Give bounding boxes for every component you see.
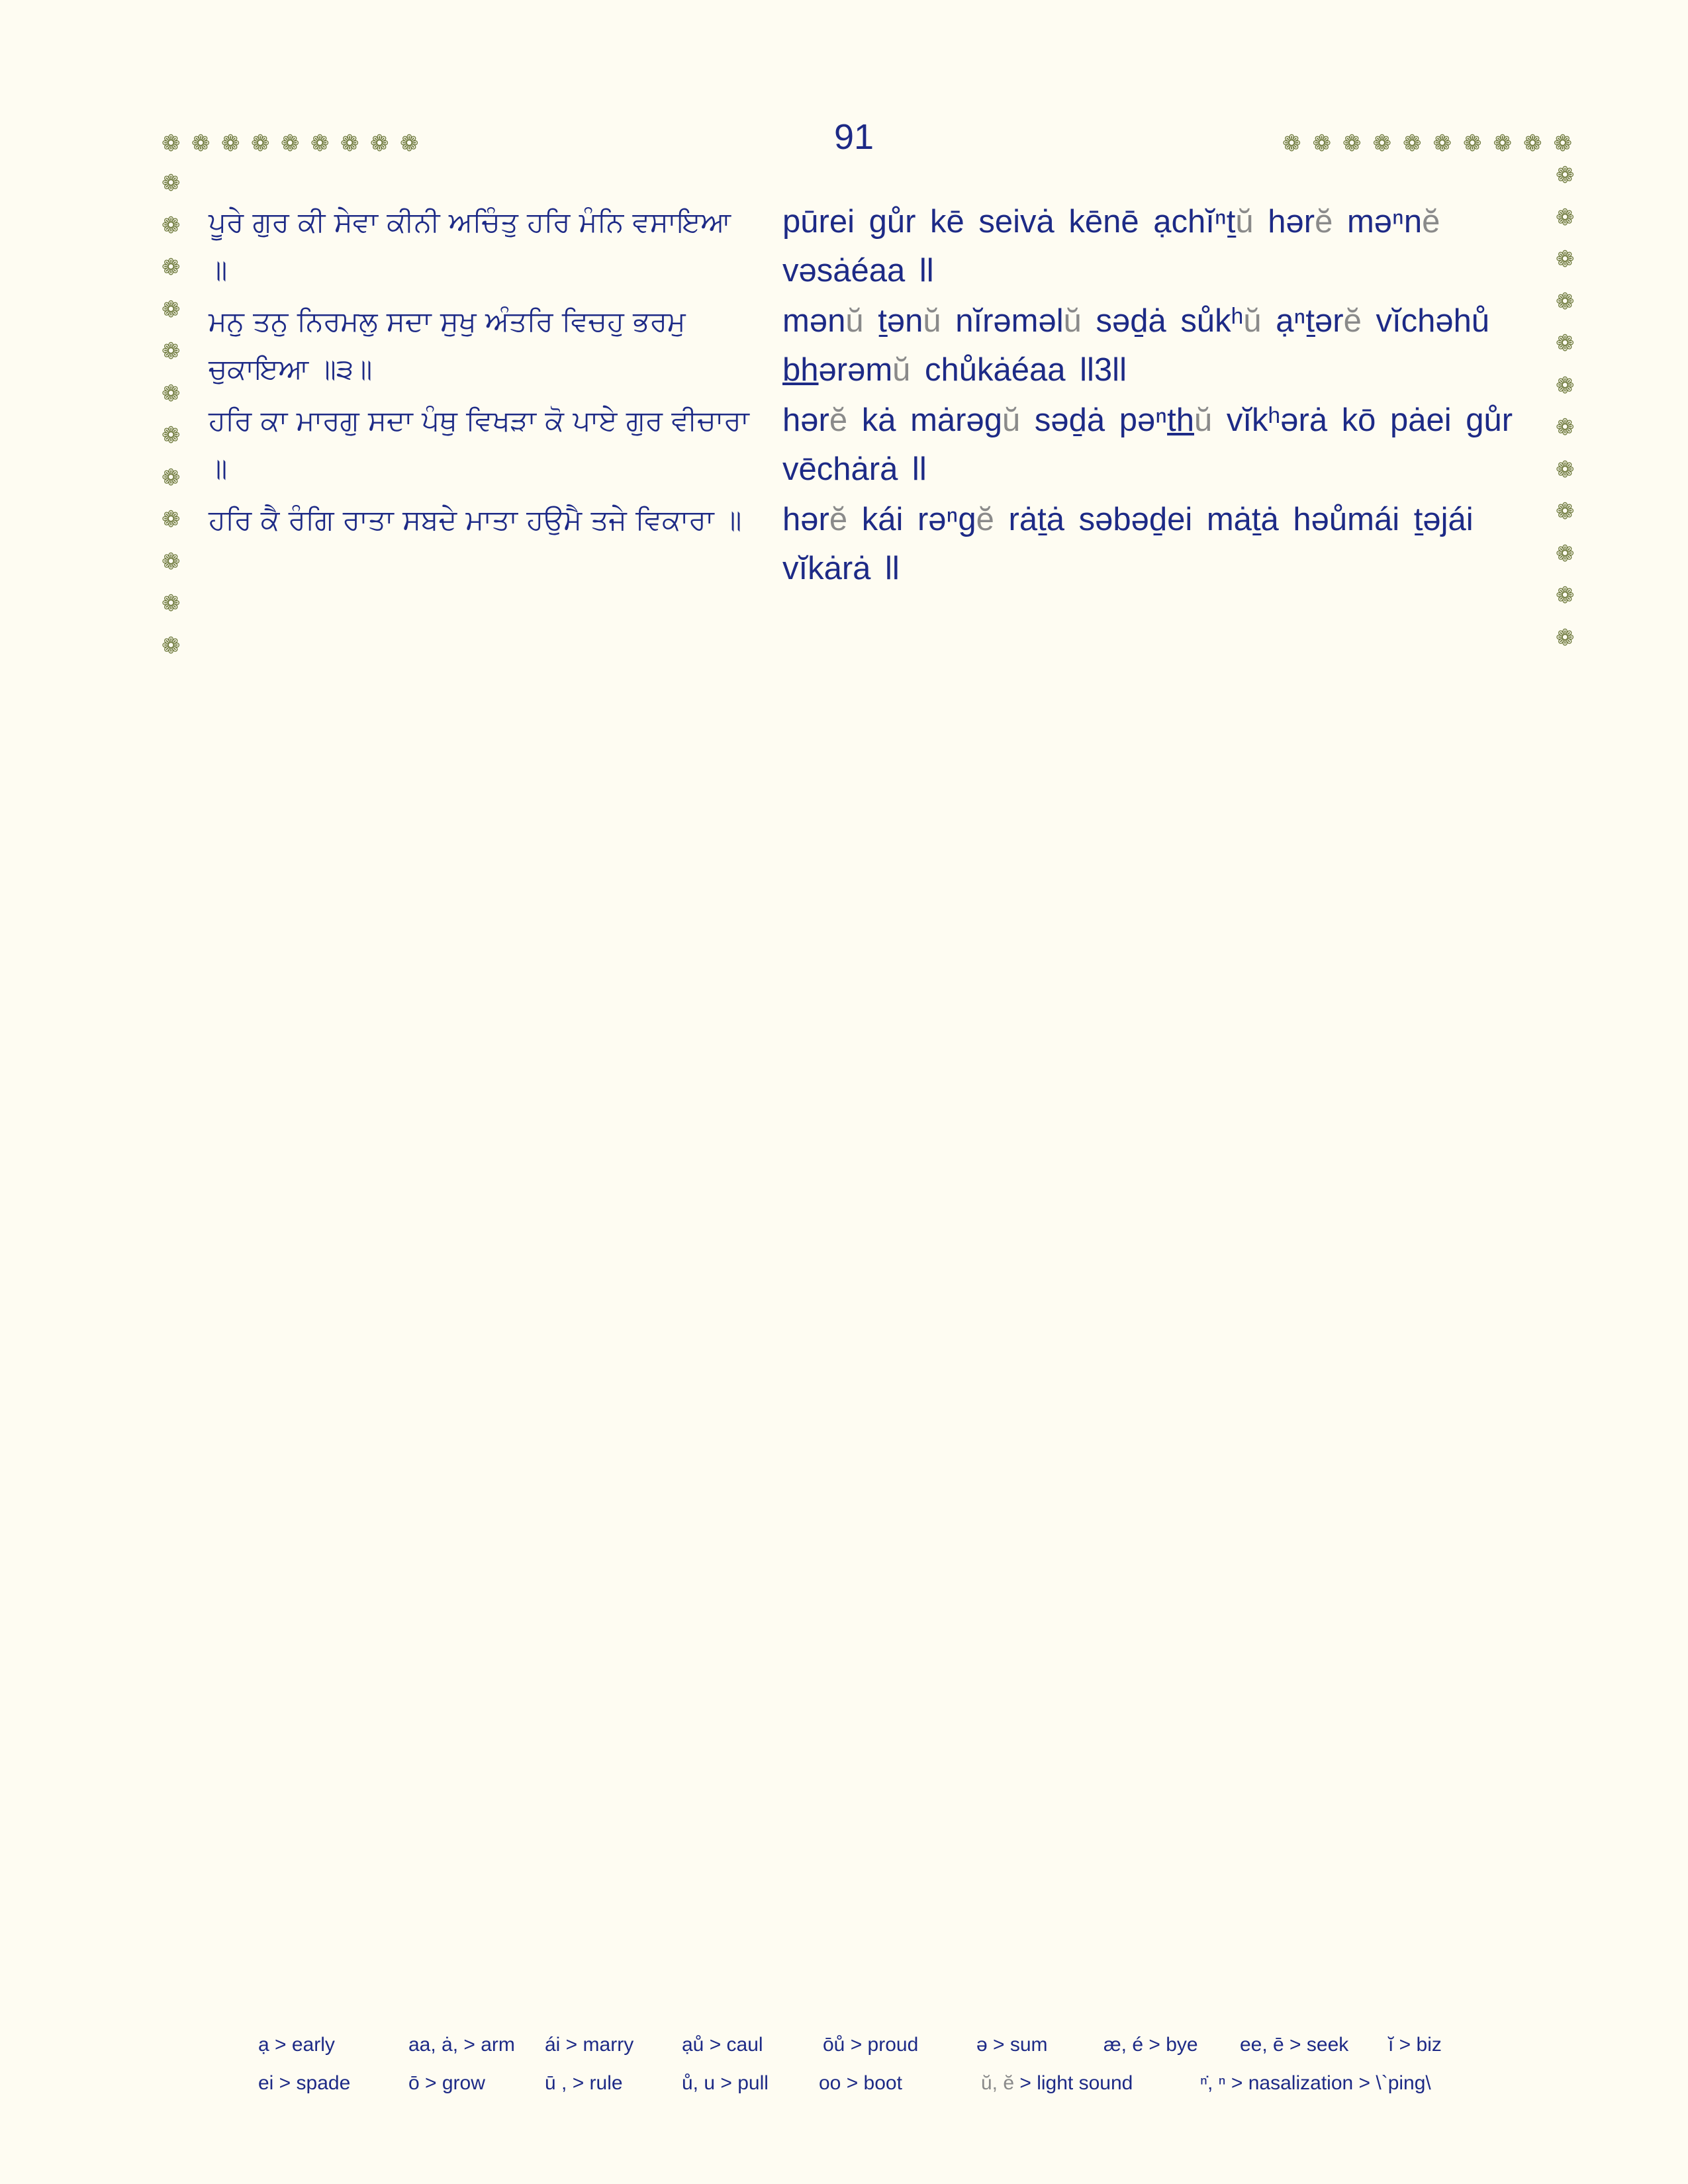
flower-ornament-icon: ❁: [1282, 130, 1301, 157]
transliteration-line: [782, 197, 1524, 295]
gurmukhi-line: ਹਰਿ ਕਾ ਮਾਰਗੁ ਸਦਾ ਪੰਥੁ ਵਿਖੜਾ ਕੋ ਪਾਏ ਗੁਰ ਵੀਚਾਰਾ ॥: [209, 404, 749, 484]
light-vowel-mark: ĕ: [1315, 204, 1333, 240]
flower-ornament-icon: ❁: [162, 338, 181, 365]
flower-ornament-icon: ❁: [281, 130, 300, 157]
flower-ornament-icon: ❁: [191, 130, 211, 157]
flower-ornament-icon: ❁: [1556, 414, 1575, 441]
flower-ornament-icon: ❁: [1556, 162, 1575, 189]
translit-text: vĭkʰərȧ kō pȧei gůr vēchȧrȧ ll: [782, 402, 1513, 487]
flower-ornament-icon: ❁: [1432, 130, 1452, 157]
translit-text: səḏȧ pəⁿ: [1020, 402, 1168, 438]
translit-text: ạⁿṯər: [1261, 303, 1344, 339]
light-vowel-mark: ĕ: [976, 502, 994, 537]
flower-ornament-icon: ❁: [162, 170, 181, 197]
flower-ornament-icon: ❁: [400, 130, 419, 157]
flower-ornament-icon: ❁: [162, 130, 181, 157]
flower-ornament-icon: ❁: [1463, 130, 1482, 157]
flower-ornament-icon: ❁: [1312, 130, 1331, 157]
flower-ornament-icon: ❁: [1403, 130, 1422, 157]
flower-ornament-icon: ❁: [1523, 130, 1542, 157]
flower-ornament-icon: ❁: [1553, 130, 1572, 157]
flower-ornament-icon: ❁: [1556, 246, 1575, 273]
translit-text: vĭchəhů: [1361, 303, 1490, 339]
legend-entry: æ, é > bye: [1103, 2034, 1198, 2056]
legend-entry: ō > grow: [408, 2072, 485, 2094]
underlined-letters: th: [1167, 402, 1194, 438]
light-vowel-mark: ĕ: [829, 402, 848, 438]
gurmukhi-line: ਪੂਰੇ ਗੁਰ ਕੀ ਸੇਵਾ ਕੀਨੀ ਅਚਿੰਤੁ ਹਰਿ ਮੰਨਿ ਵਸਾਇਆ ॥: [209, 206, 731, 286]
flower-ornament-icon: ❁: [162, 422, 181, 449]
transliteration-line: [782, 495, 1524, 593]
flower-ornament-icon: ❁: [162, 632, 181, 659]
legend-entry: ōů > proud: [823, 2034, 919, 2056]
flower-ornament-icon: ❁: [162, 254, 181, 281]
light-vowel-mark: ĕ: [1422, 204, 1440, 240]
light-vowel-mark: ŭ: [1235, 204, 1254, 240]
flower-ornament-icon: ❁: [370, 130, 389, 157]
flower-ornament-icon: ❁: [1342, 130, 1362, 157]
transliteration-line: [782, 296, 1524, 394]
translit-text: hər: [1253, 204, 1315, 240]
legend-entry: aa, ȧ, > arm: [408, 2034, 515, 2056]
flower-ornament-icon: ❁: [162, 548, 181, 575]
translit-text: rȧṯȧ səbəḏei mȧṯȧ həůmái ṯəjái vĭkȧrȧ ll: [782, 502, 1474, 586]
flower-ornament-icon: ❁: [1556, 288, 1575, 315]
legend-entry: ee, ē > seek: [1240, 2034, 1349, 2056]
light-vowel-mark: ŭ: [845, 303, 864, 339]
translit-text: vəsȧéaa ll: [782, 253, 934, 289]
verse-row: [209, 199, 1523, 299]
flower-ornament-icon: ❁: [1556, 498, 1575, 525]
translit-text: pūrei gůr kē seivȧ kēnē ạchĭⁿṯ: [782, 204, 1236, 240]
flower-ornament-icon: ❁: [162, 464, 181, 491]
light-vowel-mark: ĕ: [1343, 303, 1362, 339]
flower-ornament-icon: ❁: [1556, 456, 1575, 483]
light-vowel-mark: ĕ: [829, 502, 848, 537]
flower-ornament-icon: ❁: [251, 130, 270, 157]
legend-entry: ŭ, ĕ > light sound: [981, 2072, 1133, 2094]
legend-entry: ⁿ̇, ⁿ > nasalization > \`ping\: [1200, 2072, 1431, 2094]
translit-text: hər: [782, 502, 829, 537]
translit-text: kȧ mȧrəg: [847, 402, 1002, 438]
translit-text: səḏȧ sůkʰ: [1081, 303, 1244, 339]
legend-entry: ạ > early: [258, 2034, 335, 2056]
flower-ornament-icon: ❁: [162, 296, 181, 323]
legend-entry: ə > sum: [976, 2034, 1048, 2056]
light-vowel-mark: ŭ: [1002, 402, 1021, 438]
translit-text: hər: [782, 402, 829, 438]
legend-entry: oo > boot: [819, 2072, 902, 2094]
verse-row: [209, 298, 1523, 398]
flower-ornament-icon: ❁: [162, 590, 181, 617]
light-vowel-mark: ŭ: [923, 303, 941, 339]
flower-ornament-icon: ❁: [1556, 624, 1575, 651]
flower-ornament-icon: ❁: [1372, 130, 1391, 157]
flower-ornament-icon: ❁: [1556, 330, 1575, 357]
flower-ornament-icon: ❁: [1556, 372, 1575, 399]
verse-row: [209, 397, 1523, 498]
flower-ornament-icon: ❁: [162, 506, 181, 533]
translit-text: məⁿn: [1333, 204, 1423, 240]
legend-entry: ū , > rule: [545, 2072, 623, 2094]
legend-entry: ạů > caul: [682, 2034, 763, 2056]
legend-entry: ĭ > biz: [1388, 2034, 1442, 2056]
flower-ornament-icon: ❁: [162, 212, 181, 239]
legend-entry: ái > marry: [545, 2034, 634, 2056]
flower-ornament-icon: ❁: [1556, 540, 1575, 567]
transliteration-line: [782, 396, 1524, 494]
page-number: 91: [833, 117, 874, 157]
flower-ornament-icon: ❁: [162, 380, 181, 407]
legend-entry: ei > spade: [258, 2072, 351, 2094]
pronunciation-key: [258, 2032, 1516, 2118]
light-vowel-mark: ŭ: [1063, 303, 1082, 339]
flower-ornament-icon: ❁: [310, 130, 330, 157]
flower-ornament-icon: ❁: [1493, 130, 1512, 157]
underlined-letters: bh: [782, 352, 819, 388]
light-vowel-mark: ŭ: [1243, 303, 1262, 339]
gurmukhi-line: ਮਨੁ ਤਨੁ ਨਿਰਮਲੁ ਸਦਾ ਸੁਖੁ ਅੰਤਰਿ ਵਿਚਹੁ ਭਰਮੁ ਚੁਕਾਇਆ ॥੩॥: [209, 305, 686, 385]
translit-text: ṯən: [863, 303, 923, 339]
flower-ornament-icon: ❁: [1556, 204, 1575, 231]
verse-row: [209, 496, 1523, 597]
gurmukhi-line: ਹਰਿ ਕੈ ਰੰਗਿ ਰਾਤਾ ਸਬਦੇ ਮਾਤਾ ਹਉਮੈ ਤਜੇ ਵਿਕਾਰਾ ॥: [209, 504, 742, 536]
light-vowel-mark: ŭ: [1194, 402, 1213, 438]
legend-entry: ů, u > pull: [682, 2072, 769, 2094]
flower-ornament-icon: ❁: [340, 130, 359, 157]
flower-ornament-icon: ❁: [1556, 582, 1575, 609]
translit-text: ərəm: [818, 352, 893, 388]
translit-text: kái rəⁿg: [847, 502, 976, 537]
light-vowel-mark: ŭ: [892, 352, 911, 388]
translit-text: nĭrəməl: [941, 303, 1064, 339]
translit-text: mən: [782, 303, 846, 339]
flower-ornament-icon: ❁: [221, 130, 240, 157]
translit-text: chůkȧéaa ll3ll: [910, 352, 1127, 388]
